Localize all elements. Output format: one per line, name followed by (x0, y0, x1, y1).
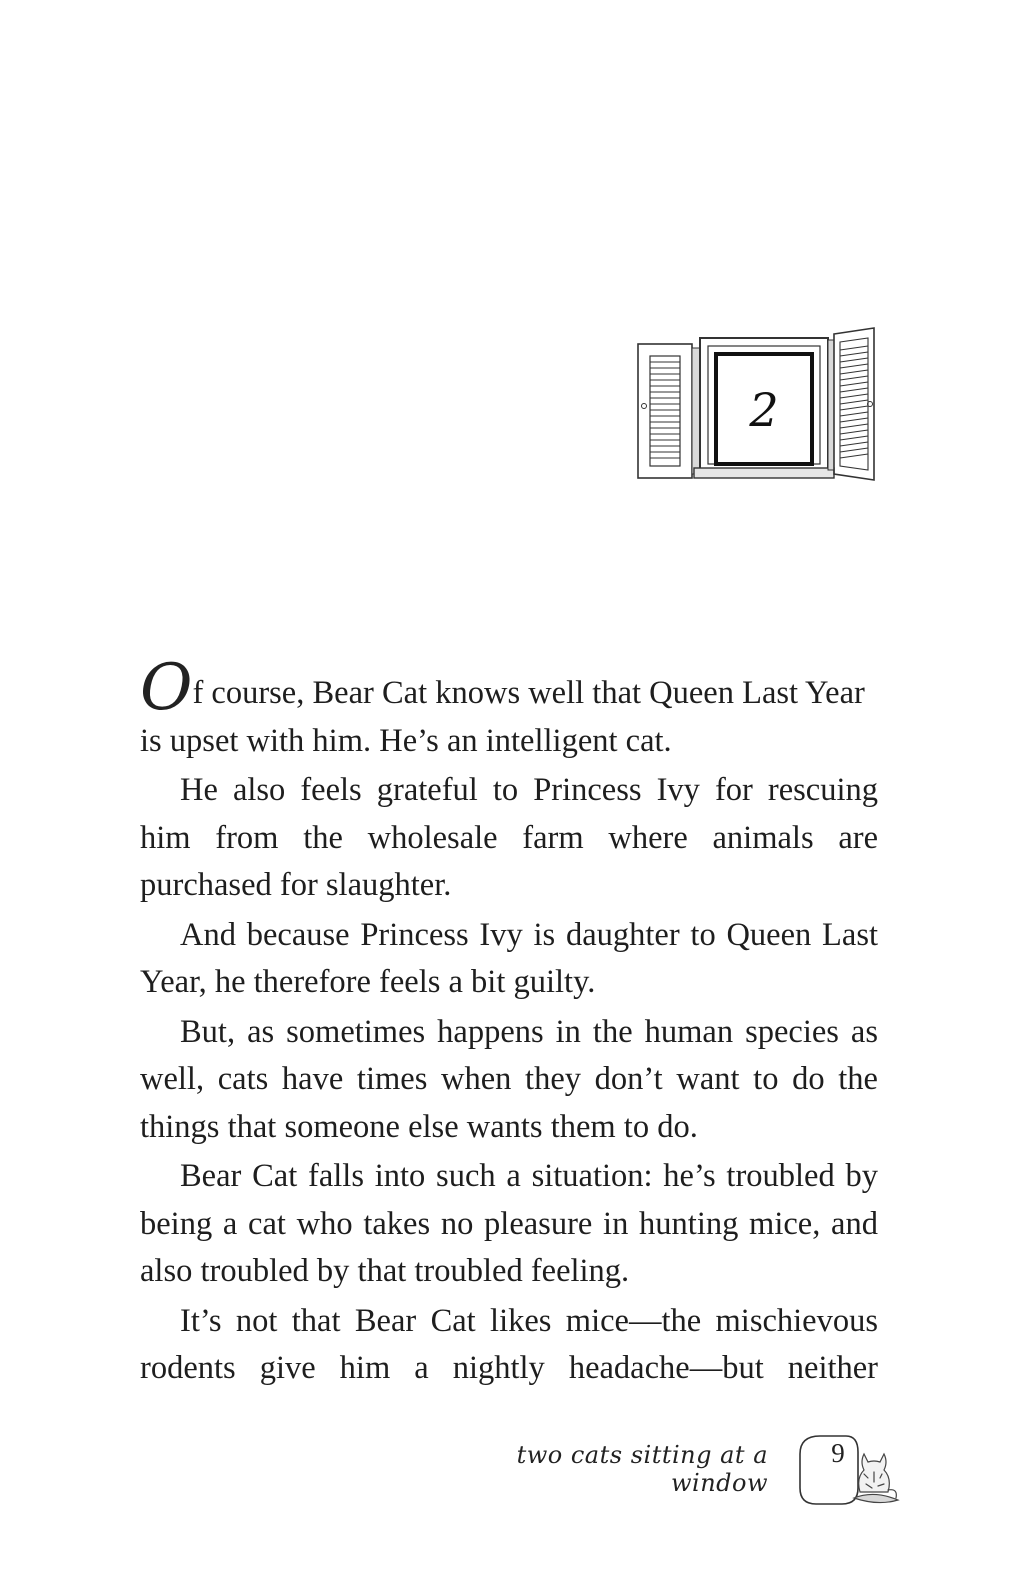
chapter-window-illustration (632, 326, 878, 486)
drop-cap: O (140, 651, 193, 725)
paragraph: He also feels grateful to Princess Ivy for rescuing him from the wholesale farm where animals are purchased for slaughter. (140, 772, 878, 903)
page-number: 9 (831, 1438, 845, 1468)
paragraph-text: f course, Bear Cat knows well that Queen Last Year is upset with him. He’s an intelligent cat. (140, 675, 865, 759)
sitting-cat-icon (854, 1454, 898, 1503)
running-title: two cats sitting at a window (516, 1441, 768, 1497)
paragraph: And because Princess Ivy is daughter to Queen Last Year, he therefore feels a bit guilty. (140, 916, 878, 1000)
paragraph (140, 651, 878, 765)
paragraph: But, as sometimes happens in the human species as well, cats have times when they don’t want to do the things that someone else wants them to do. (140, 1013, 878, 1145)
paragraph: Bear Cat falls into such a situation: he’s troubled by being a cat who takes no pleasure in hunting mice, and also troubled by that troubled feeling. (140, 1158, 878, 1289)
body-text (140, 651, 878, 1395)
page-number-badge (794, 1430, 904, 1510)
paragraph: It’s not that Bear Cat likes mice—the mischievous rodents give him a nightly headache—but neither (140, 1302, 878, 1386)
chapter-number: 2 (749, 383, 779, 437)
